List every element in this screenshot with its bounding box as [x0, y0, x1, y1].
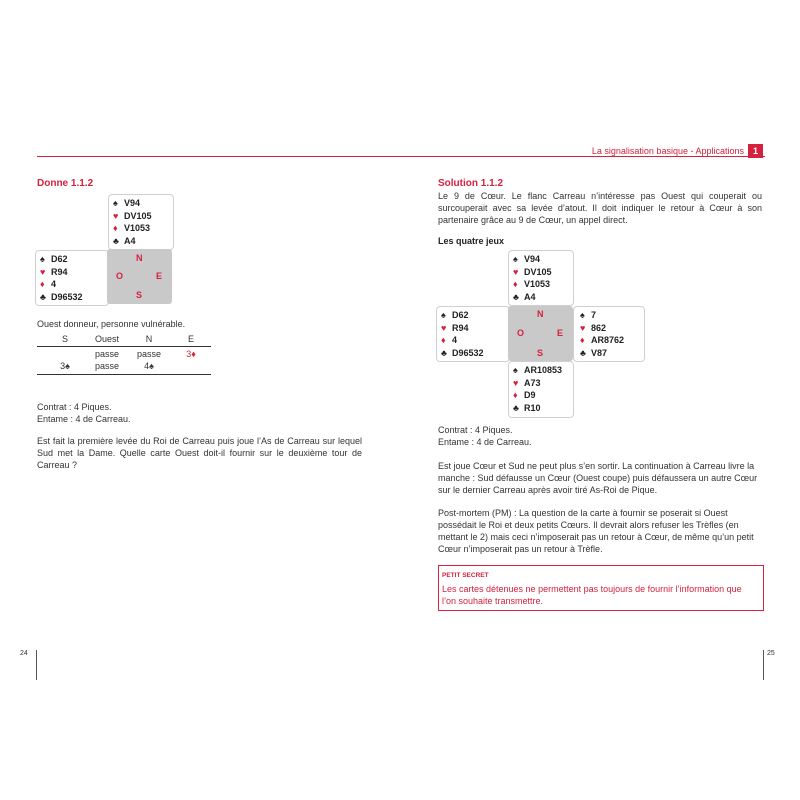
club-icon: ♣ [580, 347, 586, 358]
solution-title: Solution 1.1.2 [438, 178, 504, 189]
contract-text: Contrat : 4 Piques. [37, 402, 112, 412]
explanation-paragraph: Est joue Cœur et Sud ne peut plus s’en sortir. La continuation à Carreau livre la manche : Sud défausse un Cœur (Ouest coupe) puis défaussera un autre Cœur sur le dernier Carreau après avoir tiré As-Roi de Pique. [438, 461, 758, 495]
compass-east: E [557, 328, 564, 338]
heart-icon: ♥ [441, 322, 447, 333]
compass-table [107, 249, 172, 304]
diamond-icon: ♦ [580, 335, 585, 345]
diamond-icon: ♦ [513, 390, 518, 400]
club-icon: ♣ [513, 402, 519, 413]
page-margin-line [763, 650, 764, 680]
lead-text: Entame : 4 de Carreau. [438, 437, 532, 447]
spade-icon: ♠ [513, 254, 518, 264]
solution-text: Le 9 de Cœur. Le flanc Carreau n’intéresse pas Ouest qui couperait ou surcouperait avec sa levée d’atout. Il doit indiquer le retour à Cœur à son partenaire grâce au 9 de Cœur, un appel direct. [438, 191, 762, 225]
spade-icon: ♠ [580, 310, 585, 320]
compass-south: S [136, 290, 143, 300]
south-hand: ♠ AR10853 ♥ A73 ♦ D9 ♣ R10 [513, 365, 563, 413]
compass-east: E [156, 271, 163, 281]
four-hands-title: Les quatre jeux [438, 236, 505, 246]
west-hand: ♠ D62 ♥ R94 ♦ 4 ♣ D96532 [40, 254, 83, 302]
bidding-divider [37, 374, 211, 375]
running-title: La signalisation basique - Applications [591, 146, 744, 156]
header-rule [37, 156, 765, 157]
compass-south: S [537, 348, 544, 358]
deal-title: Donne 1.1.2 [37, 178, 94, 189]
diamond-icon: ♦ [441, 335, 446, 345]
compass-north: N [136, 253, 143, 263]
bidding-header-row: S Ouest N E [61, 334, 194, 344]
heart-icon: ♥ [40, 266, 46, 277]
bidding-divider [37, 346, 211, 347]
club-icon: ♣ [513, 291, 519, 302]
bidding-table [37, 334, 211, 375]
compass-west: O [116, 271, 124, 281]
page-number: 25 [767, 650, 775, 657]
diamond-icon: ♦ [513, 279, 518, 289]
west-hand: ♠ D62 ♥ R94 ♦ 4 ♣ D96532 [441, 310, 484, 358]
bidding-row: 3♠ passe 4♠ [60, 361, 154, 371]
heart-icon: ♥ [113, 210, 119, 221]
post-mortem-paragraph: Post-mortem (PM) : La question de la carte à fournir se poserait si Ouest possédait le Roi et deux petits Cœurs. Il devrait alors refuser les Trèfles (en mettant le 2) mais ceci n’imposerait pas un retour à Cœur, de même qu’un petit Cœur n’imposerait pas un retour à Trèfle. [438, 508, 754, 554]
petit-secret-box [438, 565, 764, 611]
spade-icon: ♠ [441, 310, 446, 320]
diamond-icon: ♦ [40, 279, 45, 289]
page-number: 24 [20, 650, 28, 657]
question-text: Est fait la première levée du Roi de Carreau puis joue l’As de Carreau sur lequel Sud met la Dame. Quelle carte Ouest doit-il fournir sur le deuxième tour de Carreau ? [37, 436, 362, 470]
spade-icon: ♠ [113, 198, 118, 208]
club-icon: ♣ [113, 235, 119, 246]
bidding-row: passe passe 3♦ [94, 349, 196, 359]
club-icon: ♣ [40, 291, 46, 302]
spade-icon: ♠ [40, 254, 45, 264]
compass-west: O [517, 328, 525, 338]
chapter-number: 1 [748, 144, 763, 158]
north-hand: ♠ V94 ♥ DV105 ♦ V1053 ♣ A4 [513, 254, 552, 302]
north-hand: ♠ V94 ♥ DV105 ♦ V1053 ♣ A4 [113, 198, 152, 246]
compass-table [508, 306, 573, 361]
lead-text: Entame : 4 de Carreau. [37, 414, 131, 424]
compass-north: N [537, 309, 544, 319]
secret-title: PETIT SECRET [442, 572, 489, 579]
east-hand: ♠ 7 ♥ 862 ♦ AR8762 ♣ V87 [580, 310, 625, 358]
dealer-note: Ouest donneur, personne vulnérable. [37, 319, 186, 329]
diamond-icon: ♦ [113, 223, 118, 233]
heart-icon: ♥ [580, 322, 586, 333]
heart-icon: ♥ [513, 266, 519, 277]
secret-text: Les cartes détenues ne permettent pas toujours de fournir l’information que l’on souhaite transmettre. [442, 584, 742, 606]
heart-icon: ♥ [513, 377, 519, 388]
contract-text: Contrat : 4 Piques. [438, 425, 513, 435]
page-margin-line [36, 650, 37, 680]
spade-icon: ♠ [513, 365, 518, 375]
club-icon: ♣ [441, 347, 447, 358]
